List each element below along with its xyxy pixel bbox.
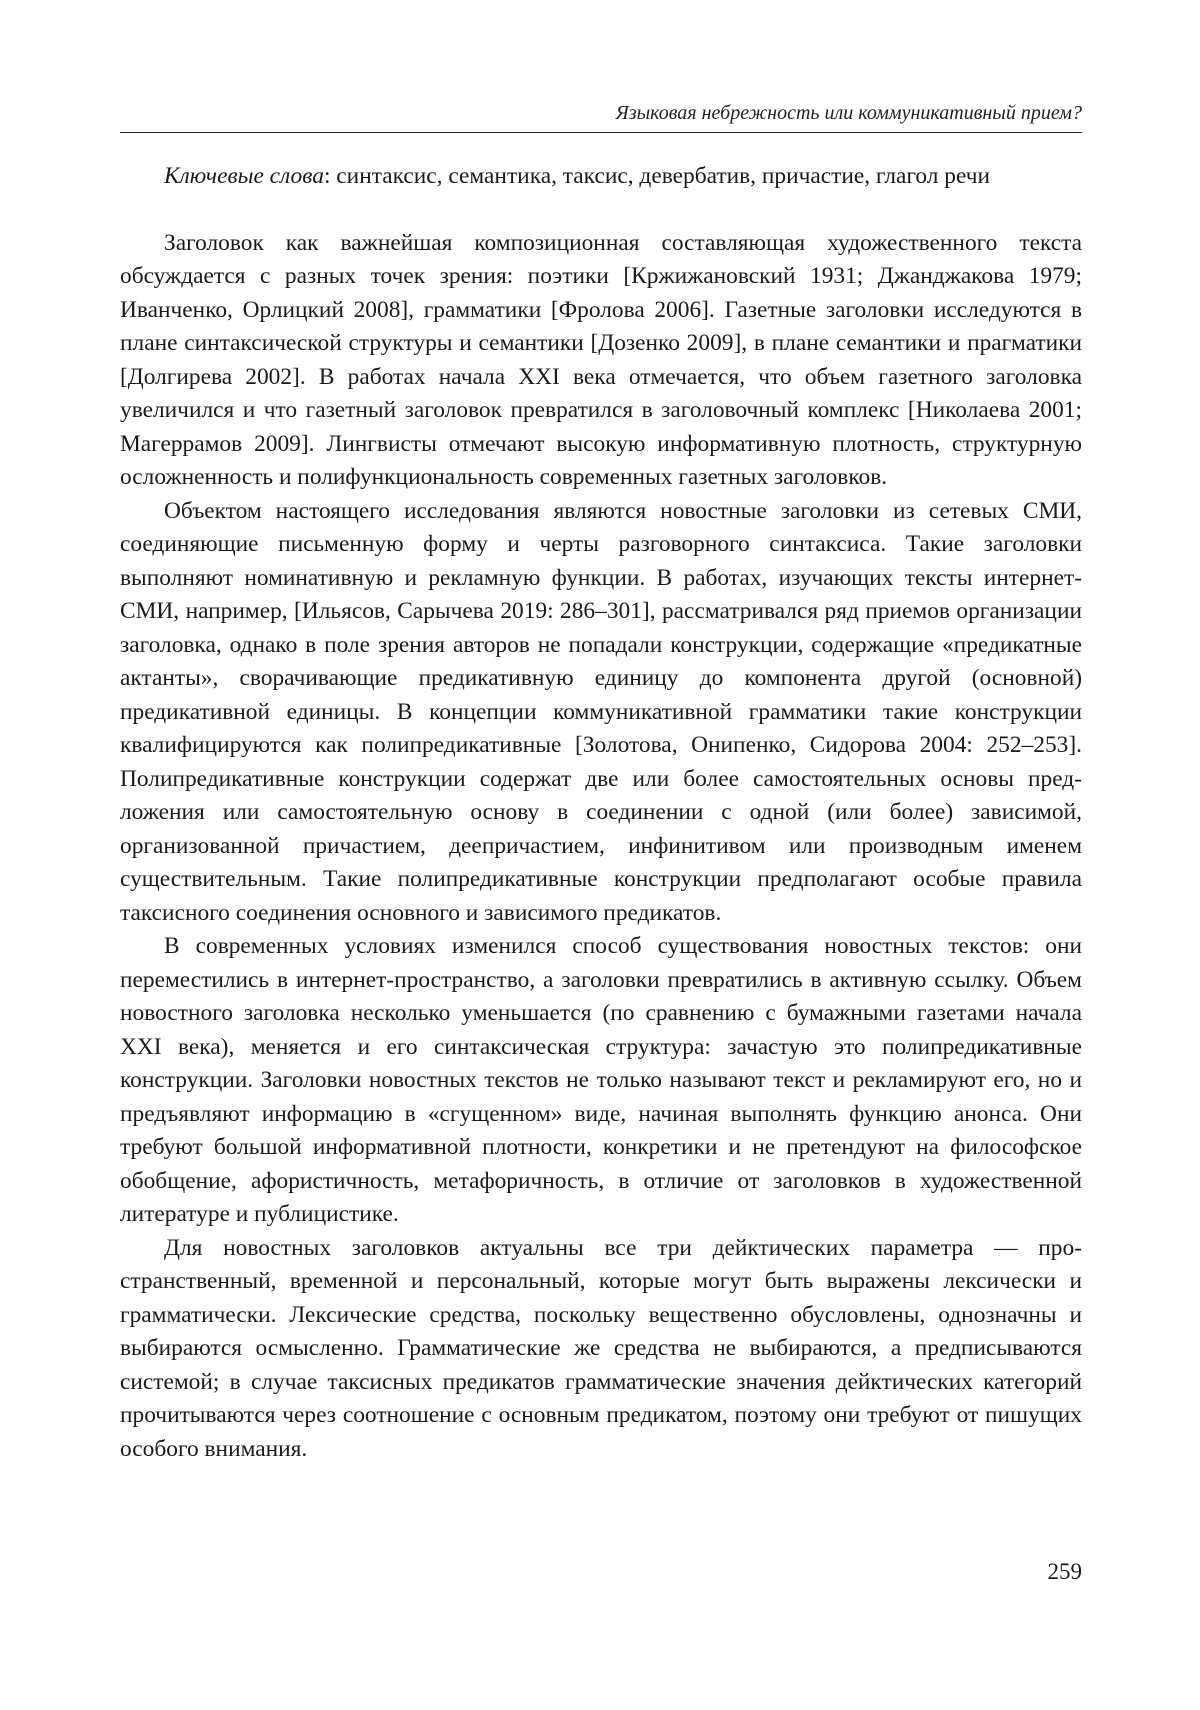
page-number: 259 bbox=[1047, 1559, 1082, 1584]
keywords-separator: : bbox=[323, 163, 337, 189]
paragraph-1: Заголовок как важнейшая композиционная составляющая художественного текста обсуждается с разных точек зрения: поэтики [Кржижановский 1931; Джанджакова 1979; Иванченко, Орлицкий 2008], грамматики [Фролова 2006]. Газетные заголовки исследуются в плане синтаксической структуры и семантики [Дозенко 2009], в плане семантики и прагматики [Долгирева 2002]. В работах начала XXI века отмечается, что объем газетного заголовка увеличился и что газетный заголовок превратился в заголовочный комплекс [Николаева 2001; Магеррамов 2009]. Лингвисты отмечают высокую информативную плотность, структурную осложненность и полифункциональность современных газетных заголовков. bbox=[120, 229, 1082, 490]
keywords-label: Ключевые слова bbox=[164, 163, 324, 189]
keywords-line bbox=[120, 160, 1082, 194]
header-divider bbox=[120, 132, 1082, 133]
paragraph-2: Объектом настоящего исследования являются новостные заголовки из сетевых СМИ, соединяющие письменную форму и черты разговорного синтаксиса. Такие заголовки выполняют номинативную и рекламную функции. В работах, изучающих тексты интернет-СМИ, например, [Ильясов, Сарычева 2019: 286–301], рассматривался ряд приемов организации заголовка, однако в поле зрения авторов не попадали конструкции, содержащие «предикатные актанты», сворачивающие предикативную единицу до компонента другой (основной) предикативной единицы. В концепции коммуникативной грамматики такие конструкции квалифицируются как полипредикативные [Золотова, Онипенко, Сидорова 2004: 252–253]. Полипредикативные конструкции содержат две или более самостоятельных основы предложения или самостоятельную основу в соединении с одной (или более) зависимой, организованной причастием, деепричастием, инфинитивом или производным именем существительным. Такие полипредикативные конструкции предполагают особые правила таксисного соединения основного и зависимого предикатов. bbox=[120, 497, 1082, 926]
paragraph-3: В современных условиях изменился способ существования новостных текстов: они переместились в интернет-пространство, а заголовки превратились в активную ссылку. Объем новостного заголовка несколько уменьшается (по сравнению с бумажными газетами начала XXI века), меняется и его синтаксическая структура: зачастую это полипредикативные конструкции. Заголовки новостных текстов не только называют текст и рекламируют его, но и предъявляют информацию в «сгущенном» виде, начиная выполнять функцию анонса. Они требуют большой информативной плотности, конкретики и не претендуют на философское обобщение, афористичность, метафоричность, в отличие от заголовков в художественной литературе и публицистике. bbox=[120, 933, 1082, 1227]
keywords-text: синтаксис, семантика, таксис, девербатив, причастие, глагол речи bbox=[336, 163, 991, 189]
running-header-title: Языковая небрежность или коммуникативный прием? bbox=[615, 102, 1082, 124]
body-text bbox=[120, 160, 1082, 1466]
paragraph-4: Для новостных заголовков актуальны все три дейктических параметра — пространственный, временной и персональный, которые могут быть выражены лексически и грамматически. Лексические средства, поскольку вещественно обусловлены, однозначны и выбираются осмысленно. Грамматические же средства не выбираются, а предписываются системой; в случае таксисных предикатов грамматические значения дейктических категорий прочитываются через соотношение с основным предикатом, поэтому они требуют от пишущих особого внимания. bbox=[120, 1234, 1082, 1462]
